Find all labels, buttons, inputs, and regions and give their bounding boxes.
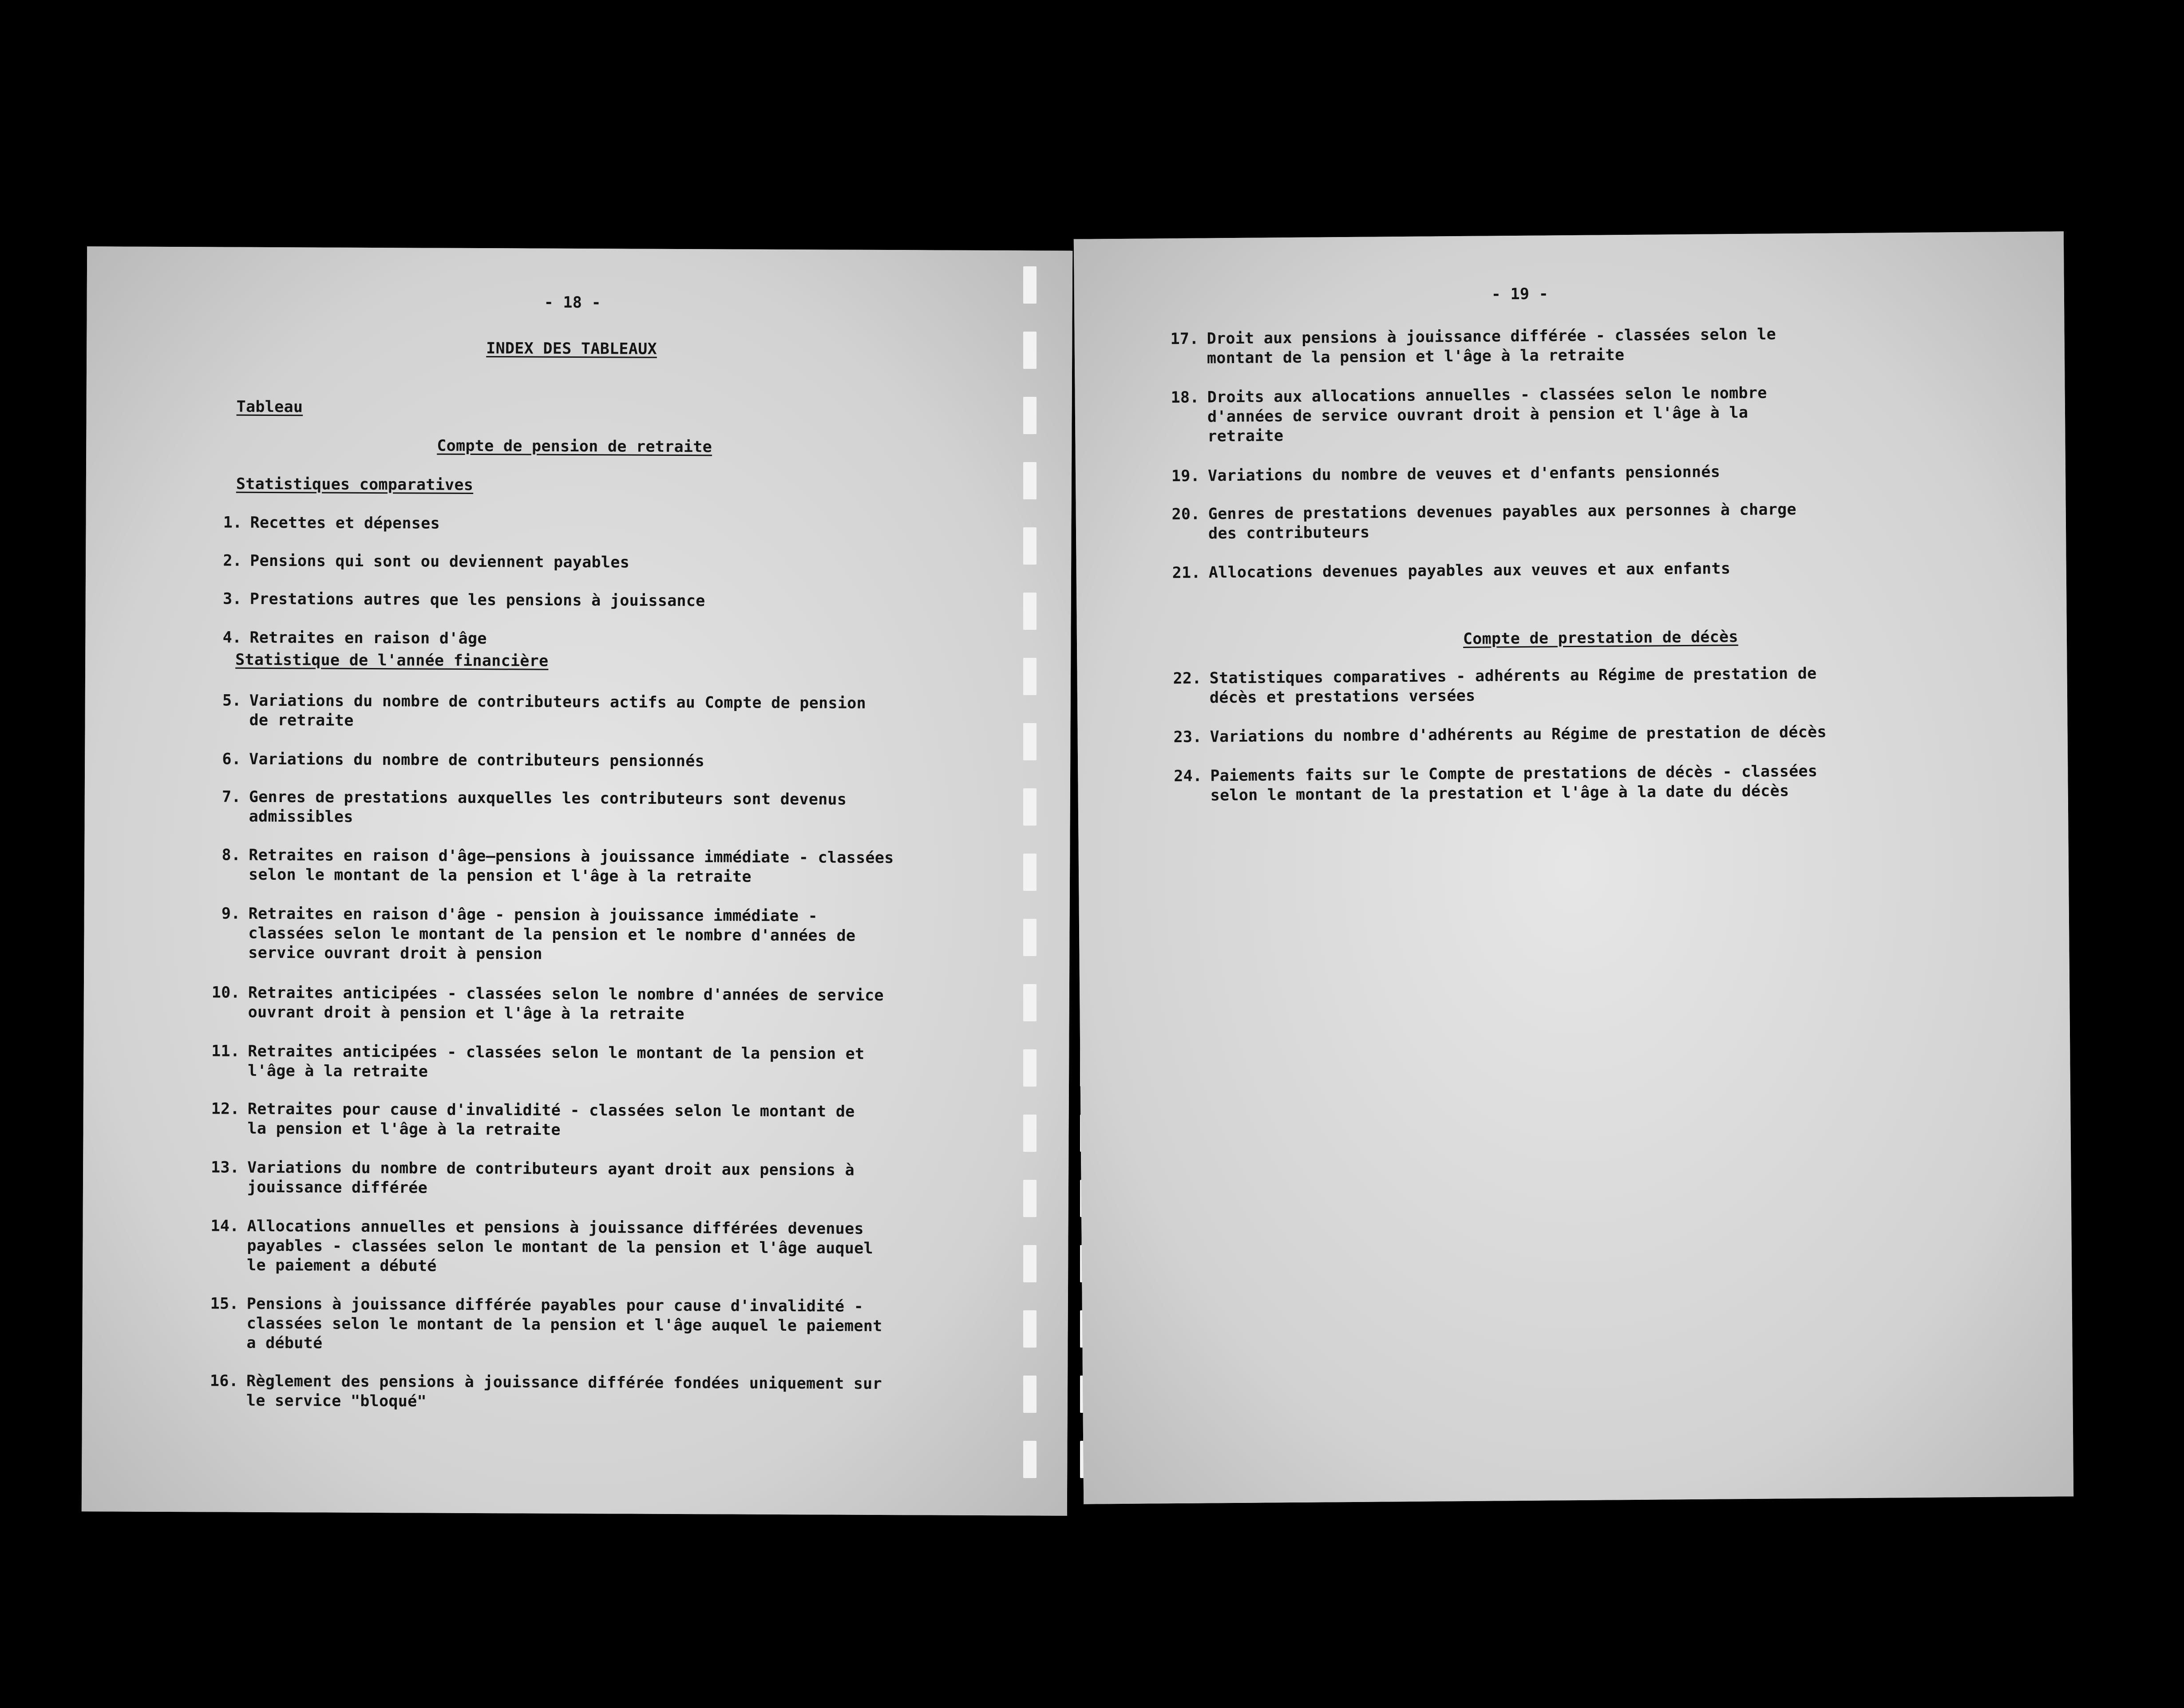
binding-ring <box>1023 527 1037 565</box>
binding-ring <box>1023 593 1037 630</box>
entry-number: 7. <box>222 788 241 806</box>
binding-ring <box>1023 1376 1037 1413</box>
entry-text: Pensions qui sont ou deviennent payables <box>250 552 630 572</box>
binding-ring <box>1023 1049 1037 1087</box>
binding-ring <box>1023 723 1037 760</box>
binding-ring <box>1023 788 1037 826</box>
binding-ring <box>1023 919 1037 956</box>
entry-text: Prestations autres que les pensions à jouissance <box>249 590 705 610</box>
entry-text: Genres de prestations auxquelles les contributeurs sont devenus admissibles <box>249 788 847 826</box>
entry-number: 21. <box>1172 564 1201 582</box>
binding-ring <box>1023 1441 1037 1478</box>
entry-text: Statistiques comparatives - adhérents au Régime de prestation de décès et prestations versées <box>1209 664 1817 707</box>
entry-number: 2. <box>223 552 242 570</box>
binding-ring <box>1023 658 1037 695</box>
section-heading: Compte de pension de retraite <box>437 437 712 456</box>
entry-number: 24. <box>1174 767 1203 786</box>
entry-number: 15. <box>210 1295 239 1313</box>
entry-number: 3. <box>222 590 242 608</box>
subsection-heading: Statistiques comparatives <box>236 475 474 494</box>
binding-ring <box>1023 1245 1037 1282</box>
binding-ring <box>1023 854 1037 891</box>
entry-text: Retraites anticipées - classées selon le montant de la pension et l'âge à la retraite <box>248 1042 865 1081</box>
binding-ring <box>1023 984 1037 1021</box>
entry-text: Variations du nombre d'adhérents au Régime de prestation de décès <box>1210 723 1827 746</box>
entry-number: 6. <box>222 750 241 768</box>
entry-number: 22. <box>1173 669 1202 688</box>
binding-ring <box>1023 1115 1037 1152</box>
page-number: - 18 - <box>544 293 601 312</box>
entry-number: 18. <box>1171 388 1199 407</box>
right-page <box>1074 231 2073 1504</box>
section-heading: Compte de prestation de décès <box>1463 628 1738 648</box>
entry-number: 13. <box>210 1158 240 1177</box>
index-title: INDEX DES TABLEAUX <box>486 340 657 358</box>
entry-number: 10. <box>211 984 240 1002</box>
entry-text: Pensions à jouissance différée payables pour cause d'invalidité - classées selon le montant de la pension et l'âge auquel le paiement a débuté <box>246 1295 882 1352</box>
entry-list <box>1074 231 2064 582</box>
entry-text: Droit aux pensions à jouissance différée - classées selon le montant de la pension et l'âge à la retraite <box>1207 325 1776 368</box>
binding-ring <box>1023 1310 1037 1348</box>
left-page <box>82 246 1072 1516</box>
entry-number: 20. <box>1171 505 1200 524</box>
entry-text: Retraites en raison d'âge—pensions à jouissance immédiate - classées selon le montant de la pension et l'âge à la retraite <box>248 846 894 886</box>
entry-number: 4. <box>222 629 242 647</box>
entry-text: Retraites en raison d'âge - pension à jouissance immédiate - classées selon le montant de la pension et le nombre d'années de service ouvrant droit à pension <box>248 905 856 963</box>
entry-text: Droits aux allocations annuelles - classées selon le nombre d'années de service ouvrant droit à pension et l'âge à la retraite <box>1207 384 1767 446</box>
entry-text: Retraites anticipées - classées selon le nombre d'années de service ouvrant droit à pension et l'âge à la retraite <box>248 984 884 1024</box>
entry-text: Règlement des pensions à jouissance différée fondées uniquement sur le service "bloqué" <box>246 1372 882 1411</box>
entry-number: 17. <box>1170 330 1199 348</box>
entry-number: 9. <box>221 905 241 923</box>
entry-text: Allocations annuelles et pensions à jouissance différées devenues payables - classées selon le montant de la pension et l'âge auquel le paiement a débuté <box>247 1217 874 1275</box>
entry-text: Variations du nombre de contributeurs ayant droit aux pensions à jouissance différée <box>247 1158 855 1197</box>
entry-text: Retraites en raison d'âge <box>249 629 487 648</box>
binding-ring <box>1023 397 1037 434</box>
entry-text: Genres de prestations devenues payables aux personnes à charge des contributeurs <box>1208 501 1796 543</box>
entry-number: 23. <box>1173 728 1202 747</box>
page-number: - 19 - <box>1491 285 1549 304</box>
entry-number: 14. <box>210 1217 239 1235</box>
entry-number: 16. <box>210 1372 239 1390</box>
entry-text: Variations du nombre de contributeurs pensionnés <box>249 750 705 771</box>
entry-number: 12. <box>211 1100 240 1118</box>
binding-ring <box>1023 332 1037 369</box>
entry-text: Paiements faits sur le Compte de prestations de décès - classées selon le montant de la prestation et l'âge à la date du décès <box>1210 762 1818 805</box>
entry-number: 5. <box>222 692 241 710</box>
entry-text: Retraites pour cause d'invalidité - classées selon le montant de la pension et l'âge à la retraite <box>247 1100 855 1139</box>
entry-text: Variations du nombre de contributeurs actifs au Compte de pension de retraite <box>249 692 866 730</box>
column-label: Tableau <box>236 398 303 416</box>
binding-ring <box>1023 266 1037 304</box>
entry-number: 8. <box>222 846 241 864</box>
subsection-heading: Statistique de l'année financière <box>235 651 549 670</box>
entry-number: 11. <box>211 1042 240 1060</box>
entry-text: Variations du nombre de veuves et d'enfants pensionnés <box>1207 463 1721 485</box>
binding-ring <box>1023 1180 1037 1217</box>
entry-number: 19. <box>1171 467 1200 486</box>
entry-text: Allocations devenues payables aux veuves et aux enfants <box>1208 560 1731 582</box>
binding-ring <box>1023 462 1037 499</box>
entry-text: Recettes et dépenses <box>250 514 440 533</box>
entry-number: 1. <box>223 514 242 532</box>
